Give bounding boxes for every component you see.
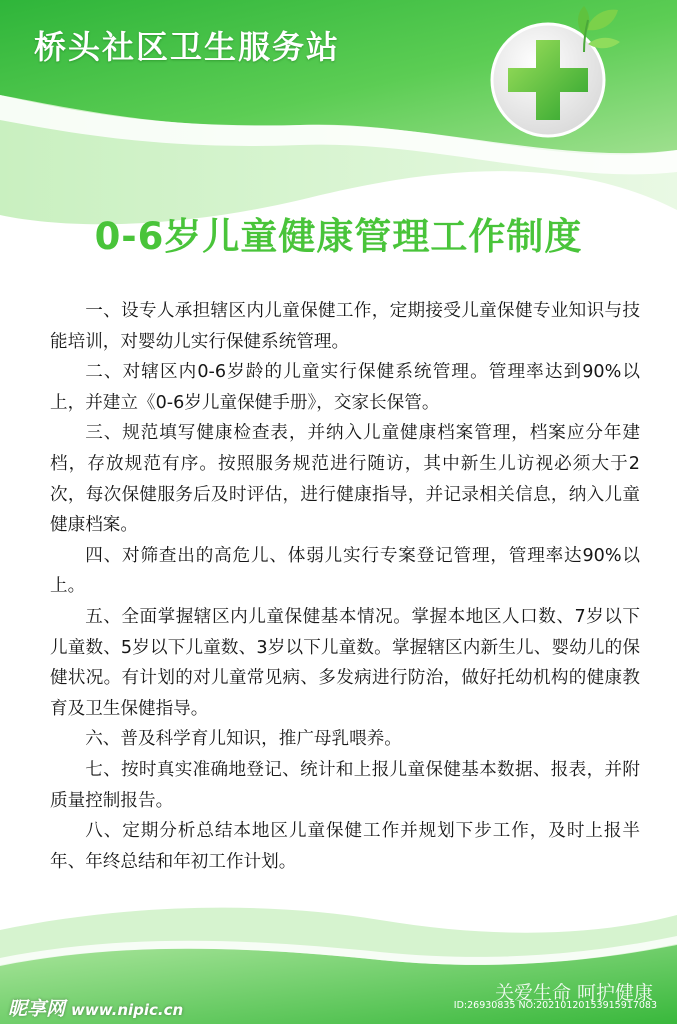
leaf-icon bbox=[578, 6, 620, 52]
rule-paragraph-1: 一、设专人承担辖区内儿童保健工作，定期接受儿童保健专业知识与技能培训，对婴幼儿实行保健系统管理。 bbox=[50, 301, 640, 352]
rule-paragraph-4: 四、对筛查出的高危儿、体弱儿实行专案登记管理，管理率达90%以上。 bbox=[50, 545, 640, 597]
rule-paragraph-2: 二、对辖区内0-6岁龄的儿童实行保健系统管理。管理率达到90%以上，并建立《0-6岁儿童保健手册》，交家长保管。 bbox=[50, 362, 640, 413]
watermark-id: ID:26930835 NO:20210120153915917083 bbox=[453, 1000, 657, 1011]
page-title: 0-6岁儿童健康管理工作制度 bbox=[94, 215, 583, 258]
rule-paragraph-5: 五、全面掌握辖区内儿童保健基本情况。掌握本地区人口数、7岁以下儿童数、5岁以下儿童数、3岁以下儿童数。掌握辖区内新生儿、婴幼儿的保健状况。有计划的对儿童常见病、多发病进行防治，做好托幼机构的健康教育及卫生保健指导。 bbox=[50, 606, 640, 719]
rule-paragraph-6: 六、普及科学育儿知识，推广母乳喂养。 bbox=[85, 729, 402, 750]
watermark-brand-name: 昵享网 bbox=[8, 998, 66, 1020]
rules-body bbox=[50, 296, 640, 877]
watermark-url: www.nipic.cn bbox=[71, 1001, 184, 1019]
green-cross-icon bbox=[484, 0, 624, 140]
org-name: 桥头社区卫生服务站 bbox=[34, 28, 341, 66]
rule-paragraph-7: 七、按时真实准确地登记、统计和上报儿童保健基本数据、报表，并附质量控制报告。 bbox=[50, 759, 640, 811]
rule-paragraph-8: 八、定期分析总结本地区儿童保健工作并规划下步工作，及时上报半年、年终总结和年初工作计划。 bbox=[50, 821, 640, 872]
slogan: 关爱生命 呵护健康 bbox=[494, 982, 653, 1004]
watermark-brand bbox=[8, 994, 183, 1021]
rule-paragraph-3: 三、规范填写健康检查表，并纳入儿童健康档案管理，档案应分年建档，存放规范有序。按照服务规范进行随访，其中新生儿访视必须大于2次，每次保健服务后及时评估，进行健康指导，并记录相关信息，纳入儿童健康档案。 bbox=[50, 423, 640, 536]
